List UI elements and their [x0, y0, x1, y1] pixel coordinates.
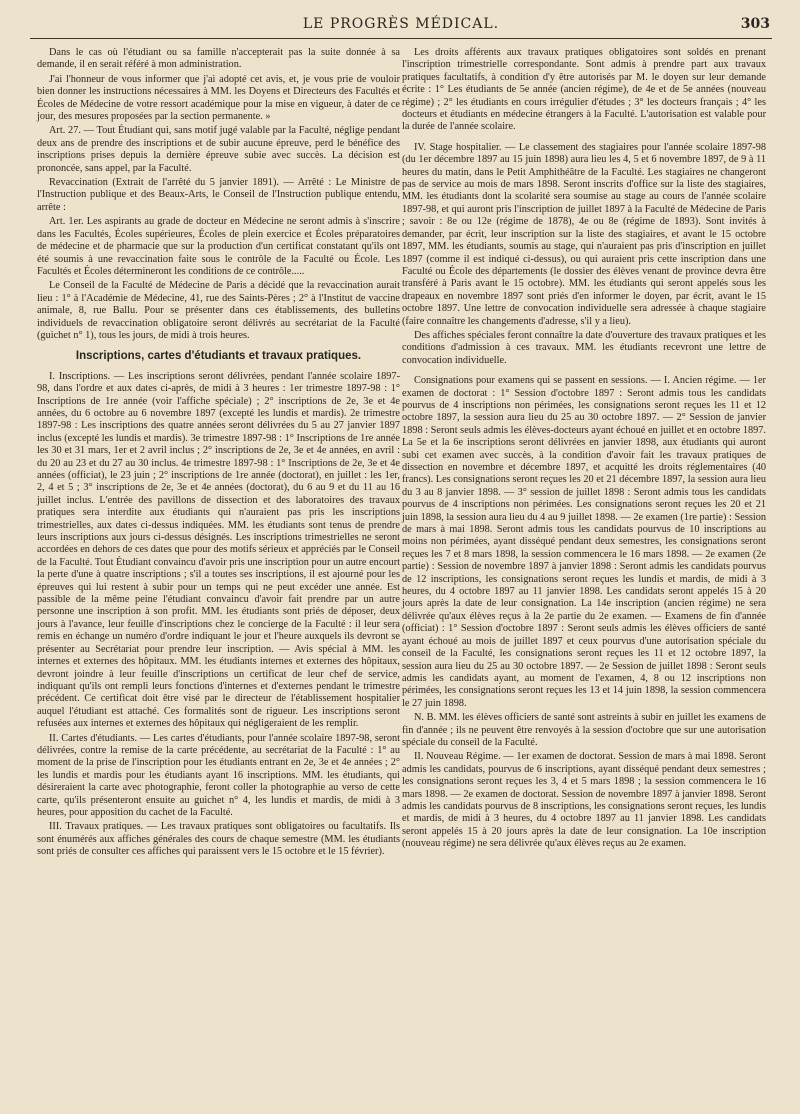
paragraph: Des affiches spéciales feront connaître la date d'ouverture des travaux pratiques et les conditions d'admission à ces travaux. MM. les étudiants recevront une lettre de convocation individuelle. — [402, 329, 766, 366]
paragraph: II. Cartes d'étudiants. — Les cartes d'étudiants, pour l'année scolaire 1897-98, seront délivrées, contre la remise de la carte précédente, au secrétariat de la Faculté : 1° au moment de la prise de l'inscription pour les étudiants entrant en 2e, 3e et 4e années ; 2° les lundis et mardis pour les étudiants ayant 16 inscriptions. MM. les étudiants, qui désireraient la carte avec photographie, feront coller la photographie au verso de cette carte, qu'ils présenteront ensuite au guichet n° 4, les lundis et mardis, de midi à 3 heures, pour apposition du cachet de la Faculté. — [37, 732, 400, 818]
section-heading: Inscriptions, cartes d'étudiants et travaux pratiques. — [75, 350, 362, 363]
paragraph: Les droits afférents aux travaux pratiques obligatoires sont soldés en prenant l'inscription trimestrielle correspondante. Sont admis à prendre part aux travaux pratiques facultatifs, à condition d'y être autorisés par M. le doyen sur leur demande écrite : 1° Les étudiants de 5e année (ancien régime), de 4e et de 5e années (nouveau régime) ; 2° les étudiants en cours irrégulier d'études ; 3° les docteurs français ; 4° les docteurs et étudiants en médecine étrangers à la Faculté. L'autorisation est valable pour la durée de l'année scolaire. — [402, 47, 766, 133]
paragraph: Le Conseil de la Faculté de Médecine de Paris a décidé que la revaccination aurait lieu : 1° à l'Académie de Médecine, 41, rue des Saints-Pères ; 2° à l'Institut de vaccine animale, 8, rue Ballu. Pour se présenter dans ces établissements, des bulletins individuels de revaccination obligatoire seront délivrés au secrétariat de la Faculté (guichet n° 1), tous les jours, de midi à trois heures. — [37, 280, 400, 341]
right-column — [402, 47, 766, 853]
paragraph: III. Travaux pratiques. — Les travaux pratiques sont obligatoires ou facultatifs. Ils sont énumérés aux affiches générales des cours de chaque semestre (MM. les étudiants sont priés de consulter ces affiches qui paraissent vers le 15 octobre et le 15 février). — [37, 821, 400, 858]
paragraph: I. Inscriptions. — Les inscriptions seront délivrées, pendant l'année scolaire 1897-98, dans l'ordre et aux dates ci-après, de midi à 3 heures : 1er trimestre 1897-98 : 1° Inscriptions de 1re année (voir l'affiche spéciale) ; 2° inscriptions de 2e, 3e et 4e années, du 6 octobre au 6 novembre 1897 (excepté les lundis et mardis). 2e trimestre 1897-98 : Les inscriptions des quatre années seront délivrées du 5 au 27 janvier 1897 inclus (excepté les lundis et mardis). 3e trimestre 1897-98 : 1° Inscriptions de 1re année les 30 et 31 mars, 1er et 2 avril inclus ; 2° inscriptions de 2e, 3e et 4e années, en avril : du 20 au 23 et du 27 au 30 inclus. 4e trimestre 1897-98 : 1° Inscriptions de 2e, 3e et 4e années (officiat), le 23 juin ; 2° inscriptions de 1re année (doctorat), en juillet : les 1er, 2, 4 et 5 ; 3° inscriptions de 2e, 3e et 4e années (doctorat), du 6 au 9 et du 11 au 16 juillet inclus. L'entrée des pavillons de dissection et des laboratoires des travaux pratiques sera interdite aux étudiants qui n'auraient pas pris les inscriptions trimestrielles, aux dates ci-dessus indiquées. MM. les étudiants sont tenus de prendre leurs inscriptions aux jours ci-dessus désignés. Les inscriptions trimestrielles ne seront accordées en dehors de ces dates que pour des motifs sérieux et appréciés par le Conseil de la Faculté. Tout Étudiant convaincu d'avoir pris une inscription pour un autre encourt la perte d'une à quatre inscriptions ; s'il a toutes ses inscriptions, il est ajourné pour les épreuves qui lui restent à subir pour un temps qui ne peut excéder une année. Est passible de la même peine l'étudiant convaincu d'avoir fait prendre par un autre personne une inscription à son profit. MM. les étudiants sont priés de déposer, deux jours à l'avance, leur feuille d'inscriptions chez le concierge de la Faculté : il leur sera remis en échange un numéro d'ordre indiquant le jour et l'heure auxquels ils devront se présenter au Secrétariat pour prendre leur inscription. — Avis spécial à MM. les internes et externes des hôpitaux. MM. les étudiants internes et externes des hôpitaux, devront joindre à leur feuille d'inscriptions un certificat de leur chef de service, indiquant qu'ils ont rempli leurs fonctions d'internes et d'externes pendant le trimestre précédent. Ce certificat doit être visé par le directeur de l'établissement hospitalier auquel l'étudiant est attaché. Ces formalités sont de rigueur. Les inscriptions seront refusées aux internes et externes des hôpitaux qui négligeraient de les remplir. — [37, 370, 400, 730]
paragraph: IV. Stage hospitalier. — Le classement des stagiaires pour l'année scolaire 1897-98 (du 1er décembre 1897 au 15 juin 1898) aura lieu les 4, 5 et 6 novembre 1897, de 9 à 11 heures du matin, dans le Petit Amphithéâtre de la Faculté. Les stagiaires ne changeront pas de service au mois de mars 1898. Seront inscrits d'office sur la liste des stagiaires, MM. les étudiants dont la scolarité sera soumise au stage au cours de l'année scolaire 1897-98, et qui auront pris l'inscription de juillet 1897 à la Faculté de Médecine de Paris ; savoir : 8e ou 12e (régime de 1878), 4e ou 8e (régime de 1893). Sont invités à demander, par écrit, leur inscription sur la liste des stagiaires, et avant le 15 octobre 1897, MM. les étudiants, soumis au stage, qui n'auraient pas pris d'inscription en juillet 1897 (comme il est indiqué ci-dessus), ou qui auraient pris cette inscription dans une Faculté ou École des départements (le dossier des élèves venant de province devra être transféré à Paris avant le 15 octobre). MM. les étudiants qui seront appelés sous les drapeaux en novembre 1897 sont priés d'en informer le doyen, par écrit, avant le 15 octobre 1897. Une lettre de convocation individuelle sera adressée à chaque stagiaire (faire connaître les changements d'adresse, s'il y a lieu). — [402, 141, 766, 327]
paragraph: Consignations pour examens qui se passent en sessions. — I. Ancien régime. — 1er examen de doctorat : 1° Session d'octobre 1897 : Seront admis tous les candidats pourvus de 4 inscriptions non périmées, les consignations seront reçues les 11 et 12 octobre 1897, la session aura lieu du 25 au 30 octobre 1897. — 2° Session de janvier 1898 : Seront seuls admis les élèves-docteurs ayant échoué en juillet et en octobre 1897. La 5e et la 6e inscriptions seront délivrées en janvier 1898, aux étudiants qui auront subi cet examen avec succès, à la condition d'avoir fait les travaux pratiques de dissection en novembre et décembre 1897, et acquitté les droits réglementaires (40 francs). Les consignations seront reçues les 20 et 21 décembre 1897, la session aura lieu du 3 au 8 janvier 1898. — 3° session de juillet 1898 : Seront admis tous les candidats pourvus de 4 inscriptions non périmées. Les consignations seront reçues les 20 et 21 juin 1898, la session aura lieu du 4 au 9 juillet 1898. — 2e examen (1re partie) : Session de mars à mai 1898. Seront admis tous les candidats pourvus de 10 inscriptions au moins non périmées, ayant disséqué pendant deux semestres, les consignations seront reçues les 7 et 8 mars 1898, la session commencera le 16 mars 1898. — 2e examen (2e partie) : Session de novembre 1897 à janvier 1898 : Seront admis les candidats pourvus de 12 inscriptions, les consignations seront reçues les lundis et mardis, de midi à 3 heures, du 4 octobre 1897 au 11 janvier 1898. Les candidats seront appelés 15 à 20 jours après la date de leur consignation. La 14e inscription (ancien régime) ne sera délivrée qu'aux élèves reçus à la 2e partie du 2e examen. — Examens de fin d'année (officiat) : 1° Session d'octobre 1897 : Seront seuls admis les élèves officiers de santé ayant échoué au mois de juillet 1897 et ceux pourvus d'une autorisation spéciale du conseil de la Faculté, les consignations seront reçues les 11 et 12 octobre 1897, la session aura lieu du 25 au 30 octobre 1897. — 2e Session de juillet 1898 : Seront seuls admis les candidats ayant, au moment de l'examen, 4, 8 ou 12 inscriptions non périmées, les consignations seront reçues les 13 et 14 juin 1898, la session commencera le 27 juin 1898. — [402, 375, 766, 709]
paragraph: Art. 27. — Tout Étudiant qui, sans motif jugé valable par la Faculté, néglige pendant deux ans de prendre des inscriptions et de subir aucune épreuve, perd le bénéfice des inscriptions prises depuis la dernière épreuve subie avec succès. La décision est prononcée, sans appel, par la Faculté. — [37, 125, 400, 174]
paragraph: J'ai l'honneur de vous informer que j'ai adopté cet avis, et, je vous prie de vouloir bien donner les instructions nécessaires à MM. les Doyens et Directeurs des Facultés et Écoles de Médecine de votre ressort académique pour la mise en vigueur, à dater de ce jour, des mesures proposées par la section permanente. » — [37, 73, 400, 123]
paragraph: Revaccination (Extrait de l'arrêté du 5 janvier 1891). — Arrêté : Le Ministre de l'Instruction publique et des Beaux-Arts, le Conseil de l'Instruction publique entendu, arrête : — [37, 177, 400, 213]
paragraph: Dans le cas où l'étudiant ou sa famille n'accepterait pas la suite donnée à sa demande, il en serait référé à mon administration. — [37, 47, 400, 71]
journal-title: LE PROGRÈS MÉDICAL. — [302, 16, 500, 32]
paragraph: N. B. MM. les élèves officiers de santé sont astreints à subir en juillet les examens de fin d'année ; ils ne peuvent être renvoyés à la session d'octobre que sur une autorisation spéciale du conseil de la Faculté. — [402, 712, 766, 748]
left-column — [37, 47, 400, 861]
page-header — [30, 12, 772, 39]
paragraph: Art. 1er. Les aspirants au grade de docteur en Médecine ne seront admis à s'inscrire dans les Facultés, Écoles supérieures, Écoles de plein exercice et Écoles préparatoires de médecine et de pharmacie que sur la production d'un certificat constatant qu'ils ont été soumis à une revaccination faite sous le contrôle de la Faculté ou École. Les Facultés et Écoles détermineront les conditions de ce contrôle..... — [37, 216, 400, 277]
paragraph: II. Nouveau Régime. — 1er examen de doctorat. Session de mars à mai 1898. Seront admis les candidats, pourvus de 6 inscriptions, ayant disséqué pendant deux semestres ; les consignations seront reçues les 3, 4 et 5 mars 1898 ; la session commencera le 16 mars 1898. — 2e examen de doctorat. Session de novembre 1897 à janvier 1898. Seront admis les candidats pourvus de 8 inscriptions, les consignations seront reçues, les lundis et mardis, de midi à 3 heures, du 4 octobre 1897 au 11 janvier 1898. Les candidats seront appelés 15 à 20 jours après la date de leur consignation. La 10e inscription (nouveau régime) ne sera délivrée qu'aux élèves reçus au 2e examen. — [402, 751, 766, 850]
page-number: 303 — [740, 16, 770, 32]
